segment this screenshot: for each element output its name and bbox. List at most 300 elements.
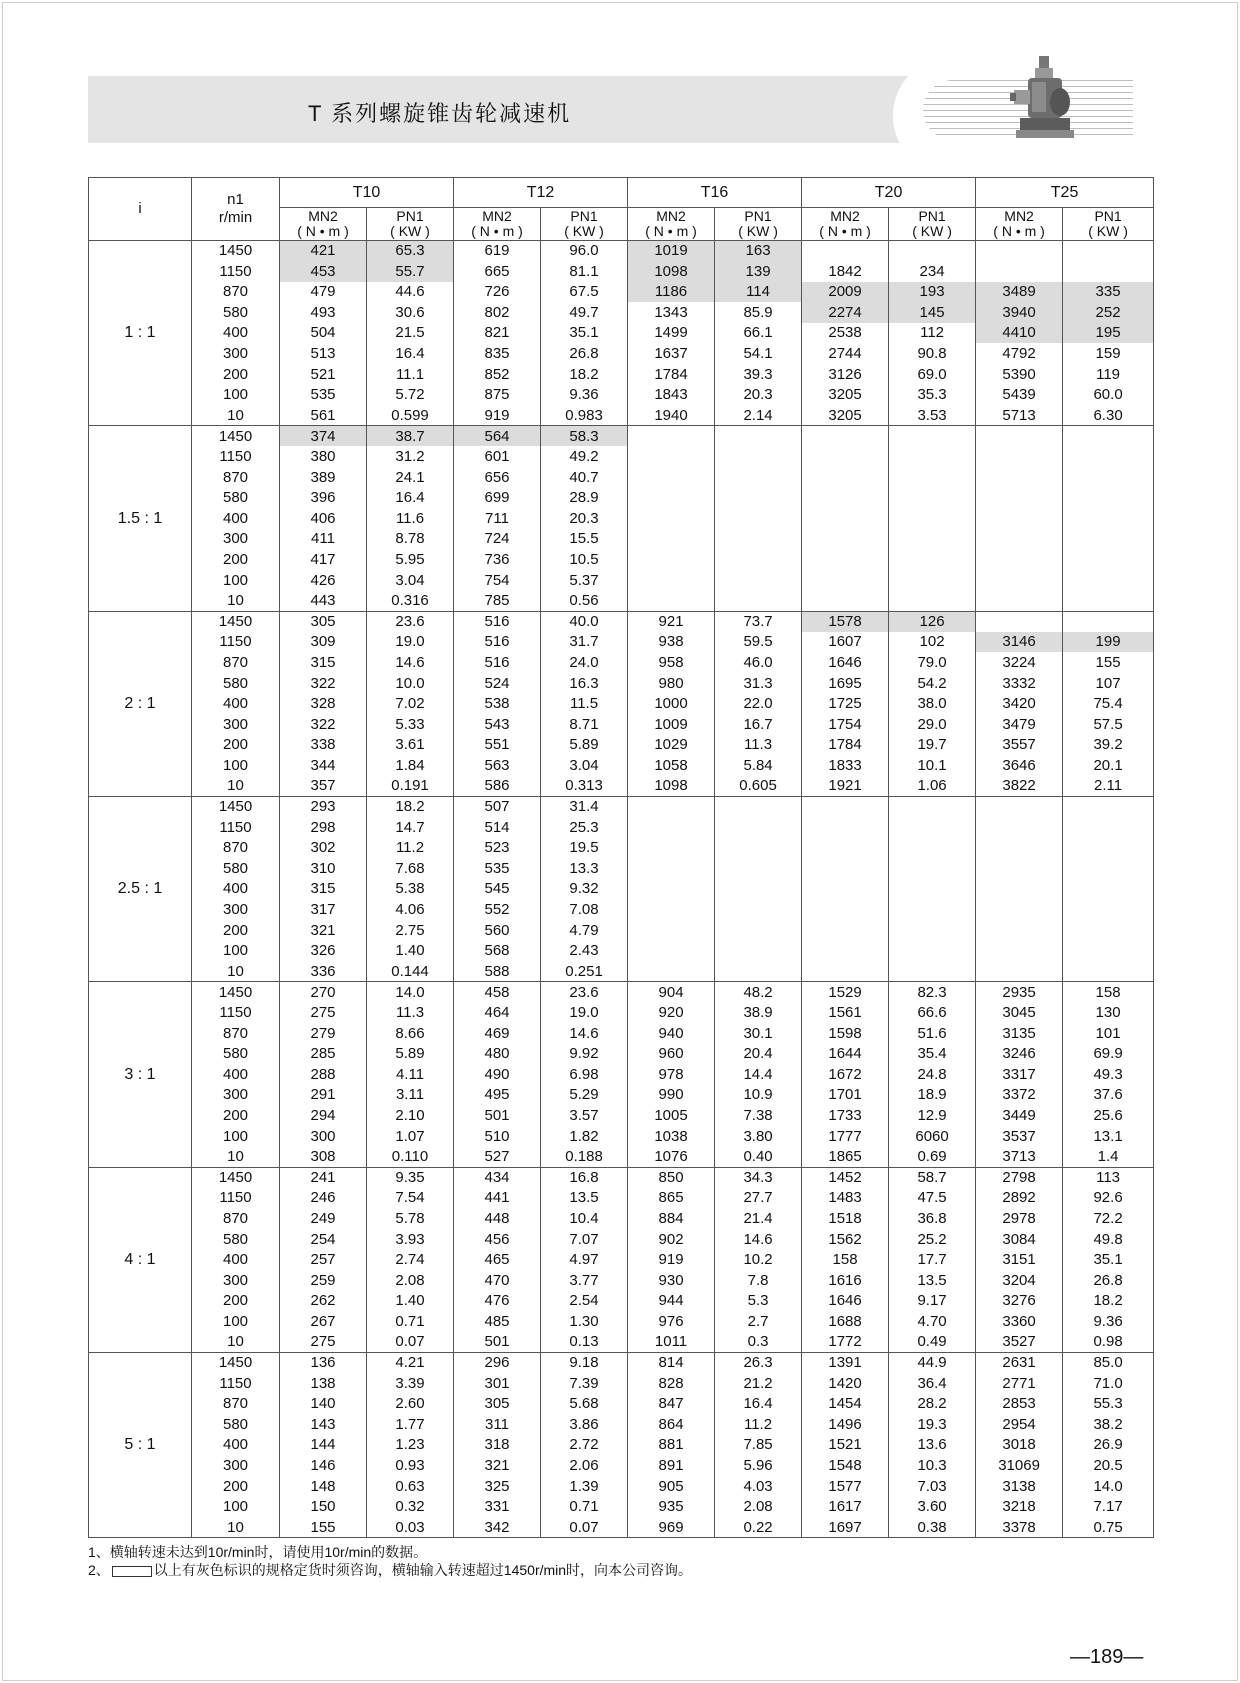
speed-cell: 300	[192, 900, 280, 921]
table-row	[89, 797, 1154, 818]
torque-cell: 552	[454, 900, 541, 921]
torque-cell: 2853	[976, 1394, 1063, 1415]
power-cell	[889, 941, 976, 962]
power-cell: 4.11	[367, 1064, 454, 1085]
torque-cell: 3138	[976, 1476, 1063, 1497]
power-cell: 69.9	[1063, 1044, 1154, 1065]
table-row	[89, 364, 1154, 385]
table-row	[89, 446, 1154, 467]
torque-cell: 864	[628, 1414, 715, 1435]
table-row	[89, 1044, 1154, 1065]
torque-cell	[628, 467, 715, 488]
power-cell: 40.7	[541, 467, 628, 488]
torque-cell: 2935	[976, 982, 1063, 1003]
power-cell: 5.89	[367, 1044, 454, 1065]
power-cell: 0.03	[367, 1517, 454, 1538]
speed-cell: 200	[192, 920, 280, 941]
power-cell	[1063, 817, 1154, 838]
torque-cell	[802, 241, 889, 262]
torque-cell: 2631	[976, 1353, 1063, 1374]
power-cell: 13.3	[541, 858, 628, 879]
power-cell: 7.68	[367, 858, 454, 879]
power-cell: 0.316	[367, 591, 454, 612]
speed-cell: 870	[192, 282, 280, 303]
speed-cell: 400	[192, 694, 280, 715]
table-row	[89, 982, 1154, 1003]
power-cell: 23.6	[541, 982, 628, 1003]
power-cell: 10.4	[541, 1208, 628, 1229]
power-cell: 26.8	[541, 343, 628, 364]
power-cell: 57.5	[1063, 714, 1154, 735]
speed-cell: 10	[192, 405, 280, 426]
torque-cell: 1616	[802, 1270, 889, 1291]
power-cell: 0.191	[367, 776, 454, 797]
torque-cell: 148	[280, 1476, 367, 1497]
torque-cell: 699	[454, 488, 541, 509]
torque-cell: 535	[454, 858, 541, 879]
speed-cell: 1450	[192, 982, 280, 1003]
torque-cell: 396	[280, 488, 367, 509]
torque-cell: 336	[280, 961, 367, 982]
torque-cell: 267	[280, 1311, 367, 1332]
torque-cell: 1343	[628, 302, 715, 323]
power-cell: 2.08	[367, 1270, 454, 1291]
torque-cell: 2954	[976, 1414, 1063, 1435]
torque-cell: 293	[280, 797, 367, 818]
power-cell: 13.5	[889, 1270, 976, 1291]
torque-cell: 417	[280, 549, 367, 570]
table-row	[89, 714, 1154, 735]
power-cell: 58.7	[889, 1167, 976, 1188]
power-cell: 51.6	[889, 1023, 976, 1044]
power-cell: 5.37	[541, 570, 628, 591]
torque-cell: 527	[454, 1147, 541, 1168]
torque-cell: 3479	[976, 714, 1063, 735]
torque-cell: 3537	[976, 1126, 1063, 1147]
table-row	[89, 1353, 1154, 1374]
torque-cell: 516	[454, 652, 541, 673]
power-cell	[715, 941, 802, 962]
table-row	[89, 1394, 1154, 1415]
torque-cell: 1076	[628, 1147, 715, 1168]
power-cell	[715, 838, 802, 859]
torque-cell	[802, 508, 889, 529]
table-row	[89, 1167, 1154, 1188]
torque-cell: 978	[628, 1064, 715, 1085]
torque-cell: 1701	[802, 1085, 889, 1106]
table-row	[89, 1085, 1154, 1106]
power-cell	[889, 900, 976, 921]
power-cell: 193	[889, 282, 976, 303]
table-row	[89, 961, 1154, 982]
power-cell	[1063, 467, 1154, 488]
power-cell: 14.4	[715, 1064, 802, 1085]
torque-cell: 1772	[802, 1332, 889, 1353]
torque-cell: 619	[454, 241, 541, 262]
torque-cell	[802, 900, 889, 921]
gray-legend-box	[112, 1566, 152, 1577]
power-cell: 16.4	[367, 488, 454, 509]
torque-cell	[628, 858, 715, 879]
power-subheader: PN1 ( KW )	[715, 208, 802, 241]
torque-cell: 1921	[802, 776, 889, 797]
table-row	[89, 611, 1154, 632]
torque-cell: 905	[628, 1476, 715, 1497]
power-cell: 5.72	[367, 385, 454, 406]
power-cell	[715, 570, 802, 591]
torque-cell: 495	[454, 1085, 541, 1106]
power-cell: 1.06	[889, 776, 976, 797]
torque-cell: 322	[280, 714, 367, 735]
torque-cell: 3146	[976, 632, 1063, 653]
power-cell: 54.2	[889, 673, 976, 694]
torque-cell	[976, 879, 1063, 900]
table-row	[89, 879, 1154, 900]
torque-cell: 3713	[976, 1147, 1063, 1168]
torque-cell: 1697	[802, 1517, 889, 1538]
power-subheader: PN1 ( KW )	[541, 208, 628, 241]
power-cell: 2.75	[367, 920, 454, 941]
torque-cell: 930	[628, 1270, 715, 1291]
torque-cell	[628, 508, 715, 529]
power-cell: 85.9	[715, 302, 802, 323]
power-cell	[889, 961, 976, 982]
speed-cell: 200	[192, 549, 280, 570]
table-row	[89, 241, 1154, 262]
torque-cell	[802, 920, 889, 941]
power-cell	[889, 858, 976, 879]
torque-cell: 3205	[802, 405, 889, 426]
power-cell: 24.0	[541, 652, 628, 673]
power-cell: 24.1	[367, 467, 454, 488]
table-row	[89, 652, 1154, 673]
torque-cell: 344	[280, 755, 367, 776]
power-cell: 101	[1063, 1023, 1154, 1044]
power-cell: 85.0	[1063, 1353, 1154, 1374]
power-cell: 9.17	[889, 1291, 976, 1312]
torque-cell	[802, 549, 889, 570]
torque-cell: 326	[280, 941, 367, 962]
power-cell: 3.39	[367, 1373, 454, 1394]
footnote-1: 1、横轴转速未达到10r/min时，请使用10r/min的数据。	[88, 1544, 428, 1560]
power-cell: 10.5	[541, 549, 628, 570]
power-cell: 3.61	[367, 735, 454, 756]
table-row	[89, 673, 1154, 694]
power-cell: 0.32	[367, 1497, 454, 1518]
power-cell: 35.1	[1063, 1250, 1154, 1271]
table-row	[89, 776, 1154, 797]
power-cell: 36.4	[889, 1373, 976, 1394]
power-cell: 48.2	[715, 982, 802, 1003]
torque-cell	[628, 879, 715, 900]
power-cell: 39.2	[1063, 735, 1154, 756]
torque-cell: 357	[280, 776, 367, 797]
speed-cell: 580	[192, 858, 280, 879]
power-cell: 158	[1063, 982, 1154, 1003]
torque-cell: 1521	[802, 1435, 889, 1456]
power-cell: 81.1	[541, 261, 628, 282]
torque-cell: 1499	[628, 323, 715, 344]
power-cell	[715, 879, 802, 900]
power-cell: 27.7	[715, 1188, 802, 1209]
power-cell: 3.60	[889, 1497, 976, 1518]
power-cell: 139	[715, 261, 802, 282]
table-row	[89, 817, 1154, 838]
torque-cell: 821	[454, 323, 541, 344]
power-cell	[715, 508, 802, 529]
power-cell: 2.14	[715, 405, 802, 426]
torque-cell: 305	[454, 1394, 541, 1415]
torque-cell: 1607	[802, 632, 889, 653]
torque-cell	[976, 261, 1063, 282]
table-row	[89, 1414, 1154, 1435]
torque-cell: 301	[454, 1373, 541, 1394]
table-row	[89, 1023, 1154, 1044]
torque-cell: 1019	[628, 241, 715, 262]
torque-cell: 960	[628, 1044, 715, 1065]
torque-cell: 516	[454, 611, 541, 632]
power-cell: 13.1	[1063, 1126, 1154, 1147]
speed-cell: 200	[192, 1291, 280, 1312]
torque-cell: 3940	[976, 302, 1063, 323]
power-cell: 20.4	[715, 1044, 802, 1065]
torque-cell: 940	[628, 1023, 715, 1044]
power-cell: 31.4	[541, 797, 628, 818]
torque-cell: 507	[454, 797, 541, 818]
power-cell: 0.63	[367, 1476, 454, 1497]
power-cell	[715, 467, 802, 488]
power-cell: 0.144	[367, 961, 454, 982]
power-cell: 16.4	[715, 1394, 802, 1415]
power-cell: 1.39	[541, 1476, 628, 1497]
speed-cell: 1450	[192, 426, 280, 447]
torque-cell	[628, 941, 715, 962]
page-title: T 系列螺旋锥齿轮减速机	[308, 101, 572, 126]
power-cell: 69.0	[889, 364, 976, 385]
power-cell: 145	[889, 302, 976, 323]
torque-cell: 969	[628, 1517, 715, 1538]
torque-cell: 485	[454, 1311, 541, 1332]
torque-cell: 990	[628, 1085, 715, 1106]
power-cell: 90.8	[889, 343, 976, 364]
torque-cell: 1784	[802, 735, 889, 756]
table-row	[89, 426, 1154, 447]
footnote-2: 2、 以上有灰色标识的规格定货时须咨询，横轴输入转速超过1450r/min时，向本公司咨询。	[88, 1562, 693, 1578]
power-cell	[715, 797, 802, 818]
power-cell: 66.6	[889, 1002, 976, 1023]
torque-cell: 902	[628, 1229, 715, 1250]
power-cell: 7.03	[889, 1476, 976, 1497]
power-cell: 130	[1063, 1002, 1154, 1023]
power-cell: 114	[715, 282, 802, 303]
torque-cell	[976, 817, 1063, 838]
torque-cell: 2771	[976, 1373, 1063, 1394]
torque-cell: 246	[280, 1188, 367, 1209]
power-cell: 195	[1063, 323, 1154, 344]
power-cell: 0.69	[889, 1147, 976, 1168]
torque-cell: 1483	[802, 1188, 889, 1209]
power-cell: 4.03	[715, 1476, 802, 1497]
torque-cell: 3218	[976, 1497, 1063, 1518]
torque-cell: 3204	[976, 1270, 1063, 1291]
torque-cell: 3205	[802, 385, 889, 406]
torque-cell: 865	[628, 1188, 715, 1209]
power-cell: 7.85	[715, 1435, 802, 1456]
power-cell: 31.2	[367, 446, 454, 467]
torque-cell: 1646	[802, 1291, 889, 1312]
power-cell: 44.6	[367, 282, 454, 303]
table-row	[89, 1064, 1154, 1085]
power-cell: 19.0	[367, 632, 454, 653]
ratio-cell: 5 : 1	[89, 1353, 192, 1538]
power-cell: 58.3	[541, 426, 628, 447]
power-cell: 0.40	[715, 1147, 802, 1168]
torque-cell: 2798	[976, 1167, 1063, 1188]
power-cell: 21.4	[715, 1208, 802, 1229]
torque-cell: 275	[280, 1002, 367, 1023]
torque-cell: 1561	[802, 1002, 889, 1023]
power-cell	[1063, 529, 1154, 550]
power-cell: 5.96	[715, 1456, 802, 1477]
torque-cell: 317	[280, 900, 367, 921]
power-cell	[889, 488, 976, 509]
torque-cell: 146	[280, 1456, 367, 1477]
power-cell: 15.5	[541, 529, 628, 550]
torque-cell: 441	[454, 1188, 541, 1209]
speed-cell: 300	[192, 714, 280, 735]
power-cell	[1063, 611, 1154, 632]
torque-cell: 921	[628, 611, 715, 632]
speed-cell: 100	[192, 1311, 280, 1332]
speed-cell: 580	[192, 1414, 280, 1435]
torque-cell: 3378	[976, 1517, 1063, 1538]
power-cell: 11.6	[367, 508, 454, 529]
speed-cell: 580	[192, 1044, 280, 1065]
power-cell: 19.3	[889, 1414, 976, 1435]
torque-cell: 3822	[976, 776, 1063, 797]
table-row	[89, 1126, 1154, 1147]
power-cell: 0.3	[715, 1332, 802, 1353]
torque-cell: 504	[280, 323, 367, 344]
torque-cell: 3360	[976, 1311, 1063, 1332]
speed-cell: 200	[192, 1105, 280, 1126]
power-cell: 92.6	[1063, 1188, 1154, 1209]
power-cell: 19.0	[541, 1002, 628, 1023]
torque-cell: 31069	[976, 1456, 1063, 1477]
torque-cell	[628, 426, 715, 447]
power-cell: 14.7	[367, 817, 454, 838]
power-cell: 0.71	[541, 1497, 628, 1518]
torque-cell: 2892	[976, 1188, 1063, 1209]
speed-cell: 300	[192, 1270, 280, 1291]
power-cell: 1.40	[367, 941, 454, 962]
speed-cell: 580	[192, 1229, 280, 1250]
power-cell	[1063, 920, 1154, 941]
power-cell	[715, 488, 802, 509]
table-row	[89, 858, 1154, 879]
torque-cell: 543	[454, 714, 541, 735]
power-cell: 0.983	[541, 405, 628, 426]
power-cell	[715, 817, 802, 838]
power-cell: 21.5	[367, 323, 454, 344]
speed-cell: 870	[192, 467, 280, 488]
power-cell	[1063, 570, 1154, 591]
power-cell: 10.9	[715, 1085, 802, 1106]
table-row	[89, 488, 1154, 509]
torque-cell: 501	[454, 1332, 541, 1353]
power-cell: 16.8	[541, 1167, 628, 1188]
torque-cell: 259	[280, 1270, 367, 1291]
power-cell: 2.43	[541, 941, 628, 962]
power-cell: 0.98	[1063, 1332, 1154, 1353]
table-row	[89, 529, 1154, 550]
torque-cell: 288	[280, 1064, 367, 1085]
torque-cell: 802	[454, 302, 541, 323]
speed-cell: 400	[192, 1435, 280, 1456]
speed-cell: 1150	[192, 1002, 280, 1023]
power-cell: 49.2	[541, 446, 628, 467]
torque-cell	[976, 797, 1063, 818]
power-cell: 5.89	[541, 735, 628, 756]
power-cell	[1063, 941, 1154, 962]
power-cell: 5.78	[367, 1208, 454, 1229]
torque-cell: 535	[280, 385, 367, 406]
torque-subheader: MN2 ( N • m )	[802, 208, 889, 241]
power-cell: 126	[889, 611, 976, 632]
power-cell	[889, 508, 976, 529]
power-cell: 7.8	[715, 1270, 802, 1291]
torque-cell: 311	[454, 1414, 541, 1435]
torque-cell: 342	[454, 1517, 541, 1538]
torque-cell: 1420	[802, 1373, 889, 1394]
torque-cell: 443	[280, 591, 367, 612]
torque-cell: 538	[454, 694, 541, 715]
table-row	[89, 508, 1154, 529]
torque-cell: 338	[280, 735, 367, 756]
power-cell: 49.3	[1063, 1064, 1154, 1085]
torque-cell: 785	[454, 591, 541, 612]
power-cell: 3.53	[889, 405, 976, 426]
torque-cell: 3276	[976, 1291, 1063, 1312]
torque-cell: 3332	[976, 673, 1063, 694]
power-cell: 6060	[889, 1126, 976, 1147]
power-cell: 25.2	[889, 1229, 976, 1250]
torque-cell: 3246	[976, 1044, 1063, 1065]
power-cell: 17.7	[889, 1250, 976, 1271]
speed-cell: 870	[192, 1208, 280, 1229]
torque-cell: 1617	[802, 1497, 889, 1518]
power-cell: 30.1	[715, 1023, 802, 1044]
power-cell: 2.08	[715, 1497, 802, 1518]
power-cell: 20.5	[1063, 1456, 1154, 1477]
torque-cell	[628, 817, 715, 838]
torque-subheader: MN2 ( N • m )	[976, 208, 1063, 241]
torque-cell: 724	[454, 529, 541, 550]
torque-cell: 3372	[976, 1085, 1063, 1106]
speed-cell: 10	[192, 776, 280, 797]
table-row	[89, 282, 1154, 303]
speed-cell: 870	[192, 838, 280, 859]
power-cell	[1063, 879, 1154, 900]
power-subheader: PN1 ( KW )	[367, 208, 454, 241]
power-cell: 102	[889, 632, 976, 653]
power-cell: 3.04	[541, 755, 628, 776]
torque-cell: 875	[454, 385, 541, 406]
power-cell: 9.36	[1063, 1311, 1154, 1332]
torque-cell: 1011	[628, 1332, 715, 1353]
power-cell: 7.17	[1063, 1497, 1154, 1518]
power-cell	[1063, 261, 1154, 282]
